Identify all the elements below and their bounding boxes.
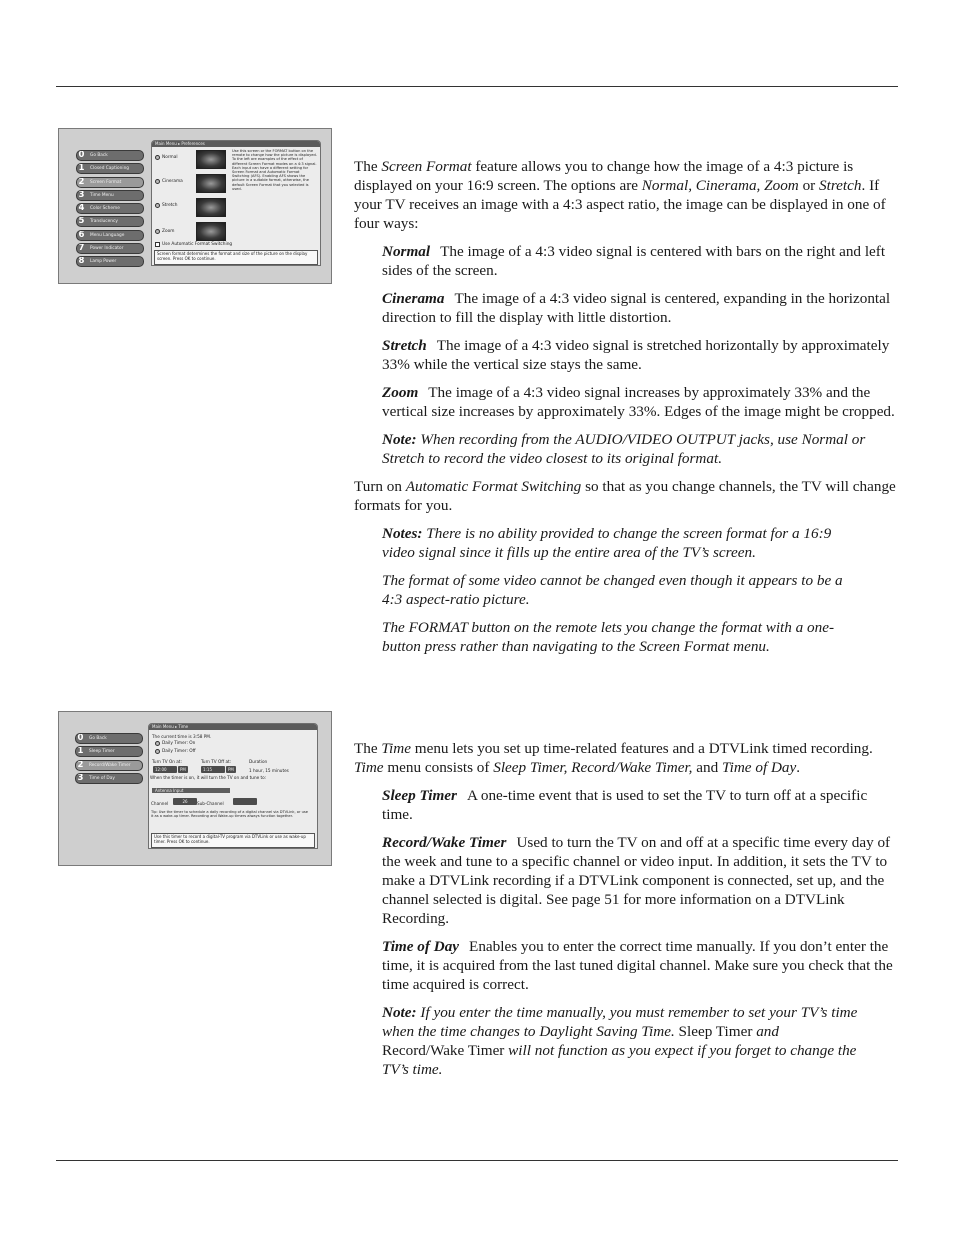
note-format: The format of some video cannot be changed even though it appears to be a 4:3 aspect-ratio picture. <box>382 572 843 608</box>
zoom-item: Zoom The image of a 4:3 video signal increases by approximately 33% and the vertical size increases by approximately 33%. Edges of the image might be cropped. <box>382 384 895 420</box>
notes-169: Notes: There is no ability provided to change the screen format for a 16:9 video signal since it fills up the entire area of the TV’s screen. <box>382 525 832 561</box>
menu-item: 0 Go Back <box>75 733 143 744</box>
menu-item: 8 Lamp Power <box>76 256 144 267</box>
time-menu-screenshot <box>58 711 332 866</box>
afs-paragraph: Turn on Automatic Format Switching so that as you change channels, the TV will change formats for you. <box>354 478 896 514</box>
menu-item: 3 Time of Day <box>75 773 143 784</box>
off-time-field: 1:15 <box>201 766 225 773</box>
duration-value: 1 hour, 15 minutes <box>249 768 289 773</box>
note-format-button: The FORMAT button on the remote lets you change the format with a one-button press rather than navigating to the Screen Format menu. <box>382 619 835 655</box>
menu-item: 0 Go Back <box>76 150 144 161</box>
normal-item: Normal The image of a 4:3 video signal is centered with bars on the right and left sides of the screen. <box>382 243 886 279</box>
menu-item: 7 Power Indicator <box>76 243 144 254</box>
menu-item-selected: 2 Record/Wake Timer <box>75 760 143 771</box>
channel-field: 26 <box>173 798 197 805</box>
screen-format-section <box>354 157 899 656</box>
record-wake-item: Record/Wake Timer Used to turn the TV on and off at a specific time every day of the week and tune to a specific channel or video input. In addition, it sets the TV to make a DTVLink recording if a DTVLink component is connected, set up, and the channel selected is digital. See page 51 for more information on a DTVLink Recording. <box>382 834 891 927</box>
checkbox-icon <box>155 242 160 247</box>
input-select: Antenna Input <box>152 788 230 793</box>
off-ampm-field: PM <box>228 767 234 772</box>
channel-label: Channel <box>151 801 169 806</box>
option-normal: Normal <box>155 155 178 160</box>
screen-format-intro: The Screen Format feature allows you to change how the image of a 4:3 picture is displayed on your 16:9 screen. The options are Normal, Cinerama, Zoom or Stretch. If your TV receives an image with a 4:3 aspect ratio, the image can be displayed in one of four ways: <box>354 158 886 232</box>
afs-checkbox: Use Automatic Format Switching <box>155 242 232 247</box>
screen-format-screenshot <box>58 128 332 284</box>
radio-icon <box>155 179 160 184</box>
breadcrumb: Main Menu ▸ Time <box>149 724 317 730</box>
on-ampm-field: PM <box>180 767 186 772</box>
time-section <box>354 739 899 1079</box>
sleep-timer-item: Sleep Timer A one-time event that is used to set the TV to turn off at a specific time. <box>382 787 868 823</box>
cinerama-item: Cinerama The image of a 4:3 video signal is centered, expanding in the horizontal direction to fill the display with little distortion. <box>382 290 891 326</box>
subchannel-field <box>233 798 257 805</box>
menu-item: 4 Color Scheme <box>76 203 144 214</box>
breadcrumb: Main Menu ▸ Preferences <box>152 141 320 147</box>
on-time-field: 12:00 <box>153 766 177 773</box>
menu-item: 3 Time Menu <box>76 190 144 201</box>
option-stretch: Stretch <box>155 203 178 208</box>
radio-icon <box>155 155 160 160</box>
radio-icon <box>155 203 160 208</box>
zoom-thumbnail <box>196 222 226 241</box>
option-cinerama: Cinerama <box>155 179 183 184</box>
menu-item: 1 Sleep Timer <box>75 746 143 757</box>
subchannel-label: Sub-Channel <box>197 801 224 806</box>
option-zoom: Zoom <box>155 229 174 234</box>
time-panel <box>148 723 318 849</box>
turn-off-label: Turn TV Off at: <box>201 759 232 764</box>
top-rule <box>56 86 898 87</box>
turn-on-label: Turn TV On at: <box>152 759 182 764</box>
cinerama-thumbnail <box>196 174 226 193</box>
stretch-thumbnail <box>196 198 226 217</box>
time-intro: The Time menu lets you set up time-related features and a DTVLink timed recording. Time menu consists of Sleep Timer, Record/Wake Timer, and Time of Day. <box>354 740 873 776</box>
menu-item: 1 Closed Captioning <box>76 163 144 174</box>
stretch-item: Stretch The image of a 4:3 video signal is stretched horizontally by approximately 33% while the vertical size stays the same. <box>382 337 890 373</box>
status-bar: Screen format determines the format and size of the picture on the display screen. Press OK to continue. <box>154 250 318 265</box>
time-of-day-item: Time of Day Enables you to enter the correct time manually. If you don’t enter the time, it is acquired from the last tuned digital channel. Make sure you check that the time acquired is correct. <box>382 938 893 993</box>
help-text: Use this screen or the FORMAT button on the remote to change how the picture is displayed. To the left are examples of the effect of different Screen Format modes on a 4:3 signal. Each input can have a different setting for Screen Format and Automatic Format Switching (AFS). Enabling AFS shows the picture in a suitable format, otherwise, the default Screen Format that you selected is used. <box>232 149 317 191</box>
menu-item: 5 Translucency <box>76 216 144 227</box>
screen-format-panel <box>151 140 321 266</box>
tune-text: When the timer is on, it will turn the TV on and tune to: <box>150 775 267 780</box>
time-menu <box>75 733 143 786</box>
current-time: The current time is 3:58 PM. <box>152 734 212 739</box>
tip-text: Tip: Use the timer to schedule a daily recording of a digital channel via DTVLink, or use it as a wake-up timer. Recording and Wake-up timers always function together. <box>151 810 308 819</box>
menu-item-selected: 2 Screen Format <box>76 177 144 188</box>
daily-timer-off: Daily Timer: Off <box>155 749 196 754</box>
radio-icon <box>155 741 160 746</box>
recording-note: Note: When recording from the AUDIO/VIDEO OUTPUT jacks, use Normal or Stretch to record the video closest to its original format. <box>382 431 866 467</box>
time-note: Note: If you enter the time manually, you must remember to set your TV’s time when the time changes to Daylight Saving Time. Sleep Timer and Record/Wake Timer will not function as you expect if you forget to change the TV’s time. <box>382 1004 858 1078</box>
preferences-menu <box>76 150 144 270</box>
duration-label: Duration <box>249 759 268 764</box>
bottom-rule <box>56 1160 898 1161</box>
status-bar: Use this timer to record a digital-TV program via DTVLink or use as wake-up timer. Press OK to continue. <box>151 833 315 848</box>
menu-item: 6 Menu Language <box>76 230 144 241</box>
normal-thumbnail <box>196 150 226 169</box>
radio-icon <box>155 229 160 234</box>
daily-timer-on: Daily Timer: On <box>155 741 195 746</box>
radio-icon <box>155 749 160 754</box>
